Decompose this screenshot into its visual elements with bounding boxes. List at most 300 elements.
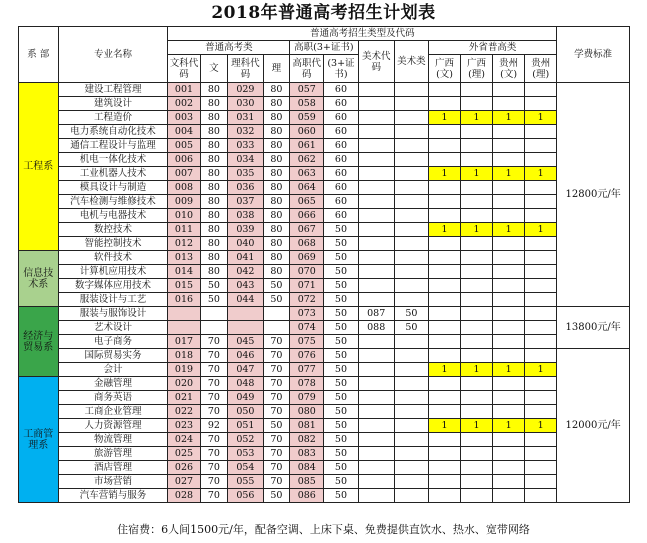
gaozhi-cell: 50 (324, 405, 358, 419)
table-body (19, 83, 630, 503)
wen-cell: 80 (200, 139, 228, 153)
li-cell: 80 (263, 83, 290, 97)
gaozhi-cell: 50 (324, 223, 358, 237)
gaozhi-code-cell: 058 (290, 97, 324, 111)
outside-cell (429, 461, 461, 475)
meishu-cell (394, 279, 428, 293)
meishu-code-cell (358, 111, 394, 125)
meishu-cell (394, 139, 428, 153)
outside-cell (525, 335, 557, 349)
like-code-cell: 041 (228, 251, 263, 265)
wenke-code-cell: 001 (168, 83, 200, 97)
outside-cell (461, 405, 493, 419)
table-row (19, 377, 630, 391)
outside-cell (429, 475, 461, 489)
outside-cell (525, 377, 557, 391)
li-cell: 80 (263, 97, 290, 111)
gaozhi-code-cell: 064 (290, 181, 324, 195)
meishu-cell (394, 181, 428, 195)
wen-cell: 80 (200, 265, 228, 279)
gaozhi-code-cell: 060 (290, 125, 324, 139)
outside-cell (493, 475, 525, 489)
wenke-code-cell: 005 (168, 139, 200, 153)
gaozhi-code-cell: 073 (290, 307, 324, 321)
li-cell: 70 (263, 475, 290, 489)
li-cell: 80 (263, 125, 290, 139)
outside-cell (429, 377, 461, 391)
wenke-code-cell (168, 307, 200, 321)
meishu-code-cell (358, 83, 394, 97)
gaozhi-cell: 50 (324, 251, 358, 265)
table-row (19, 181, 630, 195)
gaozhi-code-cell: 077 (290, 363, 324, 377)
wenke-code-cell: 013 (168, 251, 200, 265)
gaozhi-code-cell: 076 (290, 349, 324, 363)
outside-cell (493, 97, 525, 111)
outside-cell: 1 (429, 363, 461, 377)
like-code-cell: 050 (228, 405, 263, 419)
table-row (19, 237, 630, 251)
meishu-cell: 50 (394, 307, 428, 321)
gaozhi-cell: 60 (324, 125, 358, 139)
header-putong: 普通高考类 (168, 41, 290, 55)
outside-cell (493, 349, 525, 363)
outside-cell (429, 489, 461, 503)
table-row (19, 349, 630, 363)
table-row (19, 251, 630, 265)
gaozhi-cell: 50 (324, 391, 358, 405)
gaozhi-cell: 50 (324, 307, 358, 321)
li-cell: 70 (263, 349, 290, 363)
li-cell: 70 (263, 405, 290, 419)
gaozhi-code-cell: 068 (290, 237, 324, 251)
outside-cell (525, 97, 557, 111)
like-code-cell: 049 (228, 391, 263, 405)
table-row (19, 97, 630, 111)
wenke-code-cell: 018 (168, 349, 200, 363)
outside-cell (429, 293, 461, 307)
outside-cell (525, 209, 557, 223)
outside-cell: 1 (429, 223, 461, 237)
gaozhi-code-cell: 081 (290, 419, 324, 433)
li-cell: 80 (263, 251, 290, 265)
wenke-code-cell: 025 (168, 447, 200, 461)
gaozhi-cell: 50 (324, 489, 358, 503)
meishu-code-cell (358, 97, 394, 111)
outside-cell: 1 (461, 167, 493, 181)
outside-cell (525, 461, 557, 475)
major-cell: 工程造价 (58, 111, 168, 125)
outside-cell (525, 139, 557, 153)
major-cell: 模具设计与制造 (58, 181, 168, 195)
like-code-cell: 051 (228, 419, 263, 433)
meishu-code-cell (358, 475, 394, 489)
gaozhi-code-cell: 086 (290, 489, 324, 503)
meishu-code-cell: 087 (358, 307, 394, 321)
outside-cell (461, 97, 493, 111)
li-cell: 70 (263, 377, 290, 391)
outside-cell (461, 153, 493, 167)
meishu-code-cell (358, 153, 394, 167)
li-cell (263, 321, 290, 335)
outside-cell (525, 433, 557, 447)
meishu-cell (394, 265, 428, 279)
meishu-code-cell (358, 405, 394, 419)
gaozhi-cell: 50 (324, 475, 358, 489)
wen-cell (200, 307, 228, 321)
like-code-cell: 030 (228, 97, 263, 111)
wen-cell: 80 (200, 97, 228, 111)
wenke-code-cell: 020 (168, 377, 200, 391)
outside-cell (493, 335, 525, 349)
major-cell: 艺术设计 (58, 321, 168, 335)
gaozhi-cell: 50 (324, 321, 358, 335)
outside-cell (493, 139, 525, 153)
outside-cell: 1 (525, 223, 557, 237)
meishu-cell (394, 405, 428, 419)
like-code-cell: 045 (228, 335, 263, 349)
header-gz-wen: 贵州(文) (493, 55, 525, 83)
outside-cell (429, 139, 461, 153)
outside-cell (525, 349, 557, 363)
outside-cell (429, 237, 461, 251)
wenke-code-cell: 007 (168, 167, 200, 181)
header-wen: 文 (200, 55, 228, 83)
meishu-code-cell (358, 167, 394, 181)
meishu-cell: 50 (394, 321, 428, 335)
like-code-cell: 038 (228, 209, 263, 223)
wenke-code-cell: 026 (168, 461, 200, 475)
major-cell: 电子商务 (58, 335, 168, 349)
like-code-cell: 035 (228, 167, 263, 181)
meishu-code-cell (358, 237, 394, 251)
wen-cell: 70 (200, 461, 228, 475)
outside-cell (525, 181, 557, 195)
major-cell: 国际贸易实务 (58, 349, 168, 363)
outside-cell (461, 321, 493, 335)
outside-cell (493, 447, 525, 461)
wenke-code-cell: 009 (168, 195, 200, 209)
wen-cell: 92 (200, 419, 228, 433)
gaozhi-code-cell: 084 (290, 461, 324, 475)
outside-cell (461, 433, 493, 447)
like-code-cell: 037 (228, 195, 263, 209)
meishu-cell (394, 111, 428, 125)
gaozhi-code-cell: 061 (290, 139, 324, 153)
outside-cell: 1 (525, 419, 557, 433)
gaozhi-cell: 50 (324, 349, 358, 363)
outside-cell (461, 209, 493, 223)
outside-cell: 1 (525, 167, 557, 181)
outside-cell (493, 125, 525, 139)
outside-cell: 1 (493, 419, 525, 433)
meishu-cell (394, 167, 428, 181)
fee-cell: 13800元/年 (557, 307, 630, 349)
meishu-cell (394, 461, 428, 475)
header-major: 专业名称 (58, 27, 168, 83)
outside-cell: 1 (461, 419, 493, 433)
outside-cell (493, 293, 525, 307)
meishu-code-cell (358, 363, 394, 377)
gaozhi-cell: 60 (324, 181, 358, 195)
wen-cell: 50 (200, 279, 228, 293)
major-cell: 汽车营销与服务 (58, 489, 168, 503)
table-row (19, 363, 630, 377)
outside-cell (493, 391, 525, 405)
outside-cell (493, 209, 525, 223)
outside-cell (525, 475, 557, 489)
wen-cell: 80 (200, 195, 228, 209)
meishu-cell (394, 125, 428, 139)
outside-cell (461, 83, 493, 97)
like-code-cell: 044 (228, 293, 263, 307)
outside-cell (429, 83, 461, 97)
outside-cell (429, 279, 461, 293)
gaozhi-code-cell: 078 (290, 377, 324, 391)
meishu-code-cell (358, 377, 394, 391)
wen-cell: 80 (200, 125, 228, 139)
like-code-cell: 048 (228, 377, 263, 391)
wen-cell (200, 321, 228, 335)
header-gx-wen: 广西(文) (429, 55, 461, 83)
wen-cell: 80 (200, 83, 228, 97)
major-cell: 数控技术 (58, 223, 168, 237)
gaozhi-cell: 50 (324, 447, 358, 461)
outside-cell: 1 (493, 111, 525, 125)
wen-cell: 80 (200, 209, 228, 223)
department-cell: 信息技术系 (19, 251, 59, 307)
meishu-cell (394, 391, 428, 405)
like-code-cell: 046 (228, 349, 263, 363)
outside-cell (461, 125, 493, 139)
outside-cell (525, 279, 557, 293)
gaozhi-code-cell: 070 (290, 265, 324, 279)
outside-cell (493, 405, 525, 419)
table-row (19, 293, 630, 307)
meishu-cell (394, 433, 428, 447)
table-row (19, 307, 630, 321)
outside-cell (525, 391, 557, 405)
outside-cell (429, 195, 461, 209)
wen-cell: 70 (200, 391, 228, 405)
department-cell: 工程系 (19, 83, 59, 251)
wen-cell: 50 (200, 293, 228, 307)
gaozhi-code-cell: 066 (290, 209, 324, 223)
wen-cell: 70 (200, 405, 228, 419)
li-cell: 80 (263, 153, 290, 167)
header-wenke-code: 文科代码 (168, 55, 200, 83)
li-cell: 80 (263, 209, 290, 223)
outside-cell (525, 405, 557, 419)
outside-cell (429, 335, 461, 349)
gaozhi-cell: 60 (324, 209, 358, 223)
gaozhi-cell: 50 (324, 335, 358, 349)
gaozhi-code-cell: 080 (290, 405, 324, 419)
wen-cell: 80 (200, 181, 228, 195)
major-cell: 会计 (58, 363, 168, 377)
accommodation-note: 住宿费：6人间1500元/年，配备空调、上床下桌、免费提供直饮水、热水、宽带网络 (117, 523, 530, 536)
wen-cell: 80 (200, 167, 228, 181)
wenke-code-cell: 004 (168, 125, 200, 139)
header-group: 普通高考招生类型及代码 (168, 27, 557, 41)
department-cell: 经济与贸易系 (19, 307, 59, 377)
wen-cell: 70 (200, 377, 228, 391)
outside-cell: 1 (461, 363, 493, 377)
meishu-code-cell (358, 279, 394, 293)
meishu-code-cell (358, 419, 394, 433)
major-cell: 机电一体化技术 (58, 153, 168, 167)
wen-cell: 80 (200, 223, 228, 237)
outside-cell (525, 195, 557, 209)
outside-cell (493, 181, 525, 195)
outside-cell (429, 251, 461, 265)
outside-cell (461, 489, 493, 503)
outside-cell (525, 153, 557, 167)
meishu-code-cell: 088 (358, 321, 394, 335)
outside-cell (461, 447, 493, 461)
like-code-cell: 039 (228, 223, 263, 237)
gaozhi-cell: 60 (324, 97, 358, 111)
gaozhi-code-cell: 057 (290, 83, 324, 97)
like-code-cell: 040 (228, 237, 263, 251)
major-cell: 市场营销 (58, 475, 168, 489)
like-code-cell: 034 (228, 153, 263, 167)
outside-cell (525, 237, 557, 251)
li-cell: 80 (263, 167, 290, 181)
gaozhi-code-cell: 083 (290, 447, 324, 461)
table-row (19, 209, 630, 223)
outside-cell (525, 265, 557, 279)
li-cell: 80 (263, 195, 290, 209)
outside-cell: 1 (493, 363, 525, 377)
outside-cell (493, 321, 525, 335)
outside-cell (493, 279, 525, 293)
wenke-code-cell: 006 (168, 153, 200, 167)
outside-cell (429, 153, 461, 167)
li-cell: 70 (263, 363, 290, 377)
table-row (19, 265, 630, 279)
wenke-code-cell: 015 (168, 279, 200, 293)
meishu-code-cell (358, 391, 394, 405)
gaozhi-cell: 50 (324, 461, 358, 475)
gaozhi-cell: 60 (324, 111, 358, 125)
table-row (19, 489, 630, 503)
wenke-code-cell: 012 (168, 237, 200, 251)
wen-cell: 70 (200, 475, 228, 489)
meishu-code-cell (358, 461, 394, 475)
gaozhi-code-cell: 063 (290, 167, 324, 181)
li-cell: 70 (263, 391, 290, 405)
meishu-code-cell (358, 433, 394, 447)
meishu-code-cell (358, 349, 394, 363)
like-code-cell: 054 (228, 461, 263, 475)
outside-cell (493, 195, 525, 209)
li-cell: 80 (263, 237, 290, 251)
outside-cell: 1 (461, 223, 493, 237)
li-cell: 50 (263, 419, 290, 433)
meishu-code-cell (358, 223, 394, 237)
header-like-code: 理科代码 (228, 55, 263, 83)
wenke-code-cell: 008 (168, 181, 200, 195)
outside-cell (429, 265, 461, 279)
meishu-code-cell (358, 209, 394, 223)
meishu-cell (394, 349, 428, 363)
meishu-cell (394, 293, 428, 307)
meishu-code-cell (358, 195, 394, 209)
major-cell: 电力系统自动化技术 (58, 125, 168, 139)
li-cell: 70 (263, 447, 290, 461)
wen-cell: 80 (200, 237, 228, 251)
outside-cell (525, 321, 557, 335)
table-row (19, 419, 630, 433)
meishu-cell (394, 377, 428, 391)
table-row (19, 405, 630, 419)
outside-cell (461, 349, 493, 363)
wenke-code-cell: 010 (168, 209, 200, 223)
table-row (19, 461, 630, 475)
like-code-cell (228, 307, 263, 321)
table-row (19, 125, 630, 139)
enrollment-table (18, 26, 630, 503)
table-row (19, 391, 630, 405)
like-code-cell (228, 321, 263, 335)
li-cell: 50 (263, 293, 290, 307)
outside-cell (461, 237, 493, 251)
gaozhi-cell: 60 (324, 167, 358, 181)
gaozhi-cell: 50 (324, 293, 358, 307)
header-gaozhi: 高职(3+证书) (290, 41, 358, 55)
wen-cell: 70 (200, 433, 228, 447)
meishu-cell (394, 489, 428, 503)
gaozhi-code-cell: 059 (290, 111, 324, 125)
table-row (19, 223, 630, 237)
header-li: 理 (263, 55, 290, 83)
meishu-cell (394, 335, 428, 349)
wen-cell: 70 (200, 349, 228, 363)
meishu-cell (394, 251, 428, 265)
table-row (19, 433, 630, 447)
outside-cell (429, 125, 461, 139)
table-row (19, 153, 630, 167)
major-cell: 旅游管理 (58, 447, 168, 461)
gaozhi-code-cell: 065 (290, 195, 324, 209)
wen-cell: 80 (200, 251, 228, 265)
major-cell: 软件技术 (58, 251, 168, 265)
like-code-cell: 052 (228, 433, 263, 447)
gaozhi-code-cell: 062 (290, 153, 324, 167)
wen-cell: 70 (200, 447, 228, 461)
meishu-code-cell (358, 335, 394, 349)
like-code-cell: 047 (228, 363, 263, 377)
li-cell: 50 (263, 489, 290, 503)
like-code-cell: 055 (228, 475, 263, 489)
meishu-code-cell (358, 293, 394, 307)
gaozhi-code-cell: 069 (290, 251, 324, 265)
outside-cell (429, 405, 461, 419)
li-cell: 70 (263, 461, 290, 475)
gaozhi-code-cell: 075 (290, 335, 324, 349)
header-gaozhi-code: 高职代码 (290, 55, 324, 83)
gaozhi-code-cell: 067 (290, 223, 324, 237)
gaozhi-cell: 50 (324, 279, 358, 293)
outside-cell (493, 251, 525, 265)
meishu-cell (394, 153, 428, 167)
gaozhi-code-cell: 085 (290, 475, 324, 489)
major-cell: 建设工程管理 (58, 83, 168, 97)
outside-cell (429, 349, 461, 363)
gaozhi-code-cell: 082 (290, 433, 324, 447)
table-row (19, 321, 630, 335)
